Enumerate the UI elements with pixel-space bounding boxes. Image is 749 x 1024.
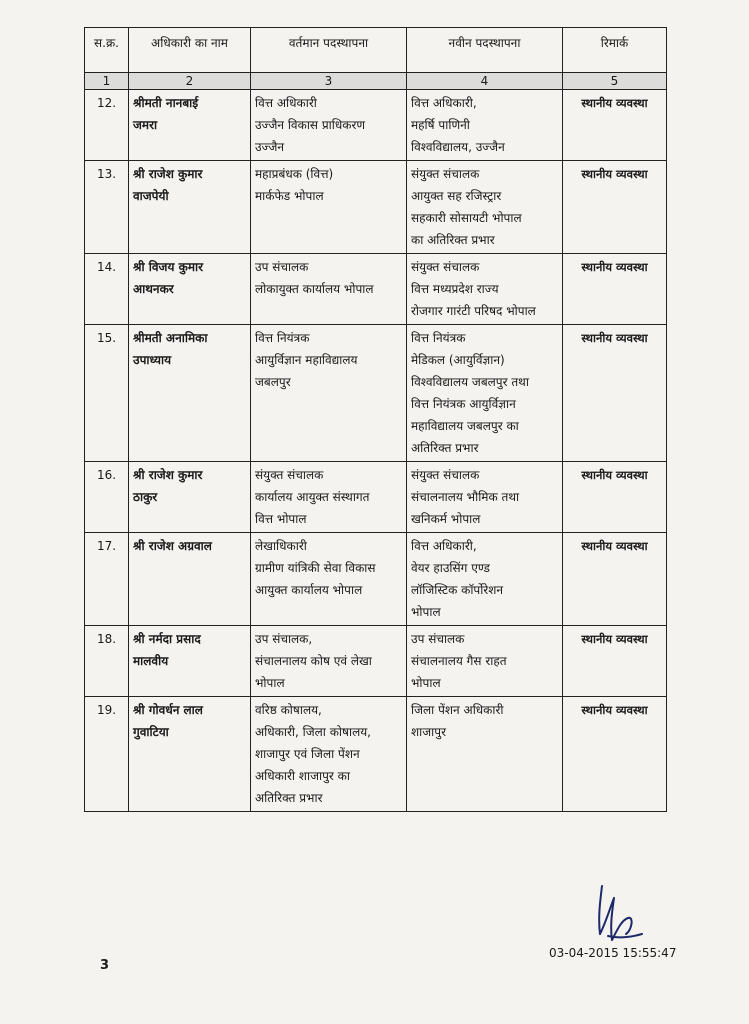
new-posting-line: महर्षि पाणिनी <box>411 118 470 132</box>
officer-name <box>129 325 251 462</box>
new-posting-line: अतिरिक्त प्रभार <box>411 441 479 455</box>
new-posting-line: संयुक्त संचालक <box>411 260 480 274</box>
new-posting-line: वित्त नियंत्रक आयुर्विज्ञान <box>411 397 516 411</box>
column-number-row <box>85 73 667 90</box>
new-posting <box>407 325 563 462</box>
officer-name-line: श्रीमती अनामिका <box>133 331 208 345</box>
current-posting-line: उप संचालक, <box>255 632 313 646</box>
remark: स्थानीय व्यवस्था <box>563 254 667 325</box>
current-posting-line: अधिकारी, जिला कोषालय, <box>255 725 371 739</box>
new-posting-line: वित्त अधिकारी, <box>411 96 477 110</box>
current-posting-line: वरिष्ठ कोषालय, <box>255 703 322 717</box>
serial-number: 14. <box>85 254 129 325</box>
current-posting-line: महाप्रबंधक (वित्त) <box>255 167 334 181</box>
new-posting-line: संचालनालय गैस राहत <box>411 654 507 668</box>
new-posting-line: संयुक्त संचालक <box>411 167 480 181</box>
current-posting-line: उप संचालक <box>255 260 309 274</box>
officer-name <box>129 90 251 161</box>
current-posting-line: वित्त नियंत्रक <box>255 331 310 345</box>
timestamp: 03-04-2015 15:55:47 <box>549 946 677 960</box>
current-posting-line: ग्रामीण यांत्रिकी सेवा विकास <box>255 561 376 575</box>
serial-number: 12. <box>85 90 129 161</box>
current-posting-line: जबलपुर <box>255 375 291 389</box>
transfer-table <box>84 27 667 812</box>
remark: स्थानीय व्यवस्था <box>563 626 667 697</box>
new-posting-line: विश्वविद्यालय, उज्जैन <box>411 140 505 154</box>
col-number: 3 <box>251 73 407 90</box>
new-posting-line: आयुक्त सह रजिस्ट्रार <box>411 189 502 203</box>
officer-name <box>129 254 251 325</box>
officer-name-line: श्री नर्मदा प्रसाद <box>133 632 201 646</box>
new-posting-line: वित्त नियंत्रक <box>411 331 466 345</box>
new-posting <box>407 697 563 812</box>
officer-name-line: श्री विजय कुमार <box>133 260 204 274</box>
current-posting-line: लोकायुक्त कार्यालय भोपाल <box>255 282 374 296</box>
col-number: 1 <box>85 73 129 90</box>
current-posting <box>251 90 407 161</box>
officer-name <box>129 533 251 626</box>
remark: स्थानीय व्यवस्था <box>563 161 667 254</box>
new-posting-line: भोपाल <box>411 676 441 690</box>
new-posting <box>407 90 563 161</box>
table-row <box>85 325 667 462</box>
remark: स्थानीय व्यवस्था <box>563 533 667 626</box>
remark: स्थानीय व्यवस्था <box>563 462 667 533</box>
current-posting <box>251 533 407 626</box>
new-posting-line: वेयर हाउसिंग एण्ड <box>411 561 490 575</box>
new-posting-line: वित्त अधिकारी, <box>411 539 477 553</box>
new-posting-line: रोजगार गारंटी परिषद भोपाल <box>411 304 536 318</box>
current-posting-line: शाजापुर एवं जिला पेंशन <box>255 747 360 761</box>
header-remark: रिमार्क <box>563 28 667 73</box>
officer-name-line: मालवीय <box>133 654 169 668</box>
officer-name-line: गुवाटिया <box>133 725 169 739</box>
table-row <box>85 462 667 533</box>
remark: स्थानीय व्यवस्था <box>563 325 667 462</box>
new-posting-line: भोपाल <box>411 605 441 619</box>
current-posting-line: संचालनालय कोष एवं लेखा <box>255 654 372 668</box>
remark: स्थानीय व्यवस्था <box>563 90 667 161</box>
current-posting-line: मार्कफेड भोपाल <box>255 189 324 203</box>
officer-name <box>129 161 251 254</box>
officer-name-line: श्री गोवर्धन लाल <box>133 703 203 717</box>
table-row <box>85 90 667 161</box>
current-posting-line: संयुक्त संचालक <box>255 468 324 482</box>
current-posting <box>251 161 407 254</box>
current-posting-line: उज्जैन <box>255 140 285 154</box>
page-number: 3 <box>100 958 110 973</box>
new-posting-line: सहकारी सोसायटी भोपाल <box>411 211 522 225</box>
officer-name-line: आथनकर <box>133 282 174 296</box>
new-posting <box>407 254 563 325</box>
current-posting-line: आयुक्त कार्यालय भोपाल <box>255 583 363 597</box>
current-posting-line: अतिरिक्त प्रभार <box>255 791 323 805</box>
new-posting-line: खनिकर्म भोपाल <box>411 512 481 526</box>
table-row <box>85 533 667 626</box>
officer-name-line: श्री राजेश अग्रवाल <box>133 539 212 553</box>
current-posting-line: उज्जैन विकास प्राधिकरण <box>255 118 366 132</box>
officer-name-line: श्री राजेश कुमार <box>133 468 203 482</box>
new-posting <box>407 462 563 533</box>
table-row <box>85 254 667 325</box>
col-number: 2 <box>129 73 251 90</box>
remark: स्थानीय व्यवस्था <box>563 697 667 812</box>
new-posting-line: विश्वविद्यालय जबलपुर तथा <box>411 375 529 389</box>
current-posting-line: अधिकारी शाजापुर का <box>255 769 350 783</box>
new-posting-line: संयुक्त संचालक <box>411 468 480 482</box>
header-officer-name: अधिकारी का नाम <box>129 28 251 73</box>
new-posting-line: महाविद्यालय जबलपुर का <box>411 419 519 433</box>
new-posting-line: संचालनालय भौमिक तथा <box>411 490 520 504</box>
header-current-posting: वर्तमान पदस्थापना <box>251 28 407 73</box>
current-posting-line: आयुर्विज्ञान महाविद्यालय <box>255 353 358 367</box>
current-posting-line: लेखाधिकारी <box>255 539 307 553</box>
current-posting-line: वित्त भोपाल <box>255 512 307 526</box>
current-posting-line: कार्यालय आयुक्त संस्थागत <box>255 490 370 504</box>
officer-name-line: उपाध्याय <box>133 353 172 367</box>
new-posting-line: मेडिकल (आयुर्विज्ञान) <box>411 353 505 367</box>
current-posting <box>251 626 407 697</box>
header-serial: स.क्र. <box>85 28 129 73</box>
officer-name <box>129 462 251 533</box>
current-posting-line: भोपाल <box>255 676 285 690</box>
serial-number: 15. <box>85 325 129 462</box>
new-posting-line: लॉजिस्टिक कॉर्पोरेशन <box>411 583 504 597</box>
new-posting <box>407 626 563 697</box>
officer-name-line: श्रीमती नानबाई <box>133 96 199 110</box>
serial-number: 13. <box>85 161 129 254</box>
officer-name-line: वाजपेयी <box>133 189 169 203</box>
new-posting-line: उप संचालक <box>411 632 465 646</box>
col-number: 5 <box>563 73 667 90</box>
new-posting-line: का अतिरिक्त प्रभार <box>411 233 495 247</box>
signature-mark <box>588 878 648 948</box>
serial-number: 17. <box>85 533 129 626</box>
table-row <box>85 161 667 254</box>
officer-name-line: जमरा <box>133 118 158 132</box>
new-posting <box>407 161 563 254</box>
current-posting <box>251 462 407 533</box>
officer-name-line: श्री राजेश कुमार <box>133 167 203 181</box>
serial-number: 16. <box>85 462 129 533</box>
table-body <box>85 90 667 812</box>
current-posting <box>251 697 407 812</box>
serial-number: 18. <box>85 626 129 697</box>
col-number: 4 <box>407 73 563 90</box>
header-row <box>85 28 667 73</box>
officer-name <box>129 626 251 697</box>
new-posting-line: शाजापुर <box>411 725 447 739</box>
officer-name-line: ठाकुर <box>133 490 158 504</box>
officer-name <box>129 697 251 812</box>
new-posting-line: जिला पेंशन अधिकारी <box>411 703 504 717</box>
current-posting <box>251 254 407 325</box>
new-posting-line: वित्त मध्यप्रदेश राज्य <box>411 282 499 296</box>
header-new-posting: नवीन पदस्थापना <box>407 28 563 73</box>
current-posting-line: वित्त अधिकारी <box>255 96 317 110</box>
table-row <box>85 697 667 812</box>
table-row <box>85 626 667 697</box>
current-posting <box>251 325 407 462</box>
new-posting <box>407 533 563 626</box>
serial-number: 19. <box>85 697 129 812</box>
